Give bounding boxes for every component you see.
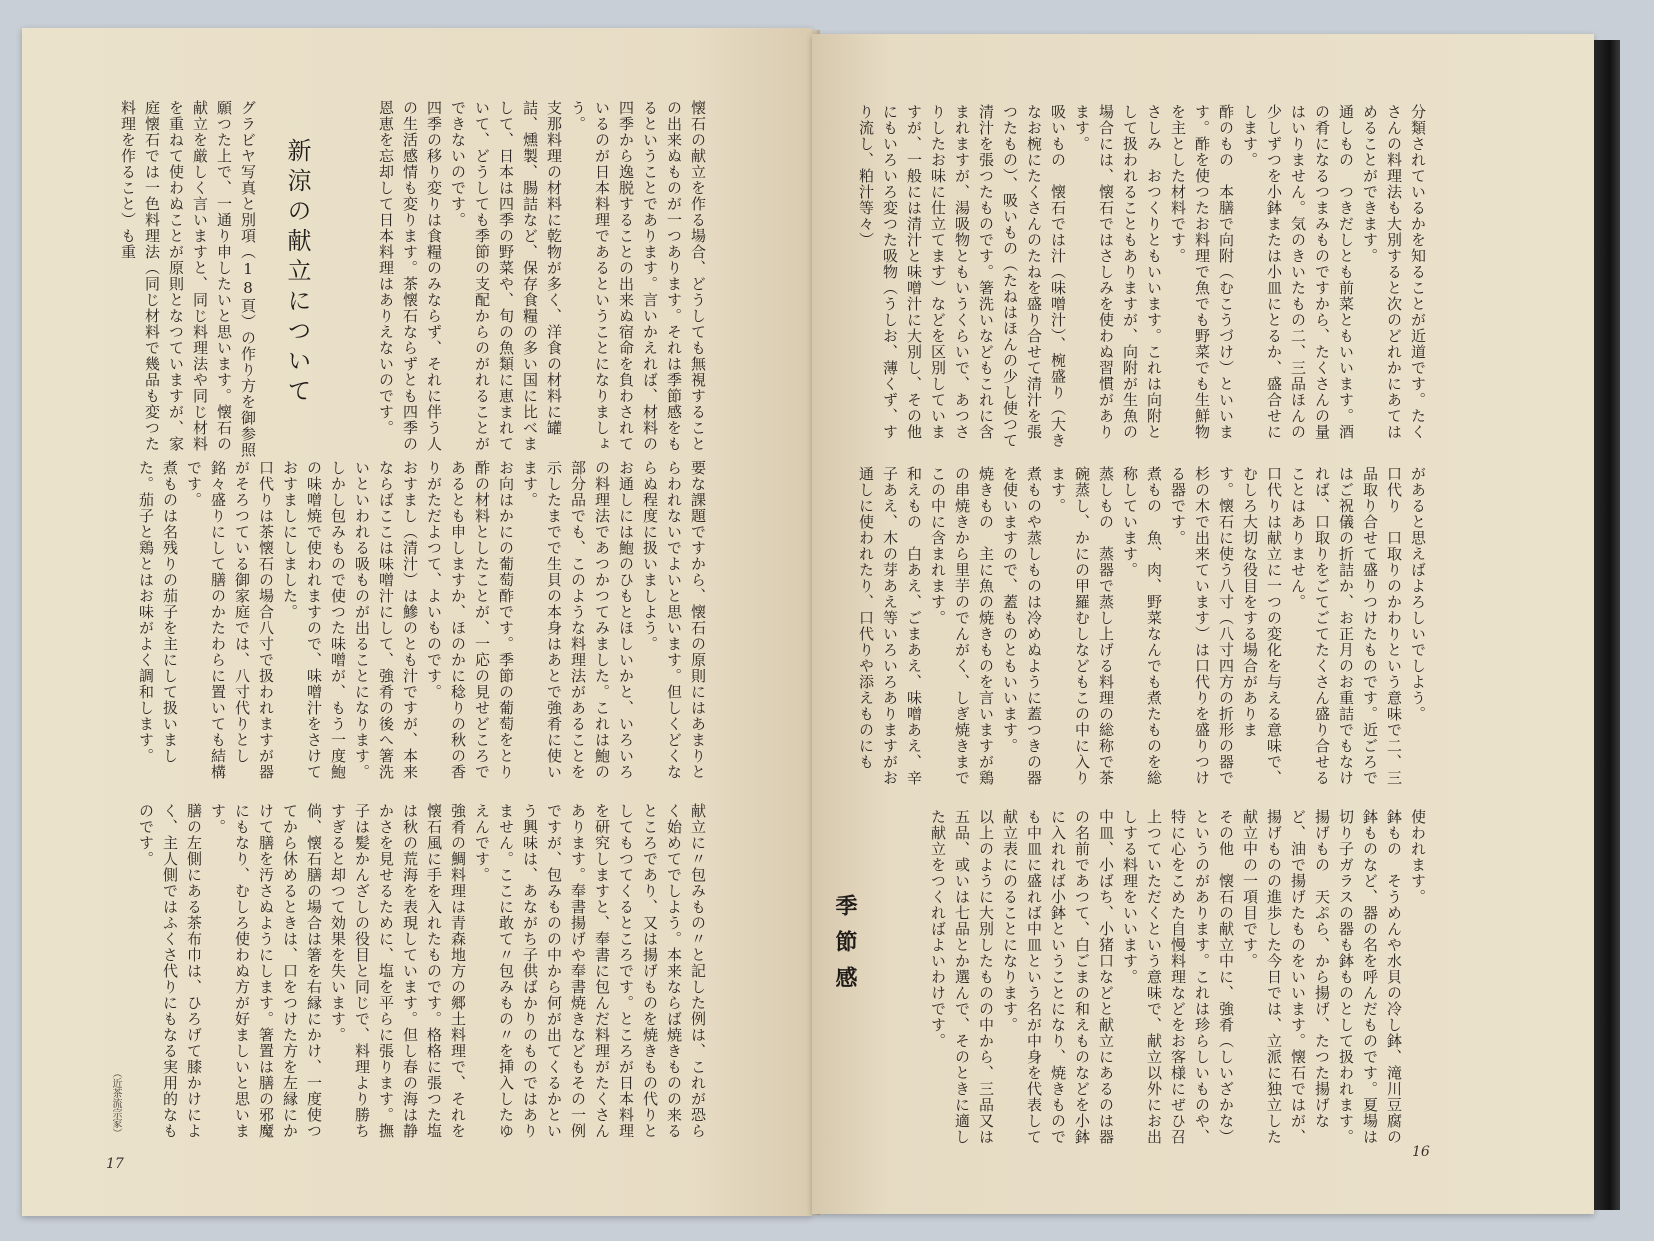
middle-body-column: 要な課題ですから、懐石の原則にはあまりとらわれないでよいと思います。但しくどくならぬ程度に扱いましよう。 お通しには鮑のひもとほしいかと、いろいろの料理法であつかつてみました。これは鮑の部分品でも、このような料理法があることを示したまでで生貝の本身はあとで強肴に使います。 お向はかにの葡萄酢です。季節の葡萄をとり酢の材料としたことが、一応の見せどころであるとも申しますか、ほのかに稔りの秋の香りがただよつて、よいものです。 おすまし（清汁）は鰺のとも汁ですが、本来ならばここは味噌汁にして、強肴の後へ箸洗いといわれる吸ものが出ることになります。しかし包みもので使つた味噌が、もう一度鮑の味噌焼で使われますので、味噌汁をさけておすましにしました。 口代りは茶懐石の場合八寸で扱われますが器がそろつている御家庭では、八寸代りとし銘々盛りにして膳のかたわらに置いても結構です。 煮ものは名残りの茄子を主にして扱いました。茄子と鶏とはお味がよく調和します。: [137, 460, 707, 780]
page-number-right: 16: [1412, 1144, 1430, 1160]
page-number-left: 17: [106, 1156, 124, 1172]
gravure-reference-column: グラビヤ写真と別項（18頁）の作り方を御参照願つた上で、一通り申したいと思います。懐石の献立を厳しく言いますと、同じ料理法や同じ材料を重ねて使わぬことが原則となつていますが、家庭懐石では一色料理法（同じ材料で幾品も変つた料理を作ること）も重: [119, 100, 257, 458]
right-page: [812, 34, 1594, 1214]
lower-body-column: 献立に〃包みもの〃と記した例は、これが恐らく始めてでしよう。本来ならば焼きものの来るところであり、又は揚げものを焼きもの代りとしてもつてくるところです。ところが日本料理を研究しますと、奉書に包んだ料理がたくさんあります。奉書揚げや奉書焼きなどもその一例ですが、包みものの中から何が出てくるかという興味は、あながち子供ばかりのものではありません。ここに敢て〃包みもの〃を挿入したゆえんです。 強肴の鯛料理は青森地方の郷土料理で、それを懐石風に手を入れたものです。格格に張つた塩は秋の荒海を表現しています。但し春の海は静かさを見せるために、塩を平らに張ります。撫子は髪かんざしの役目と同じで、料理より勝ちすぎると却つて効果を失います。 倘、懐石膳の場合は箸を右縁にかけ、一度使つてから休めるときは、口をつけた方を左縁にかけて膳を汚さぬようにします。箸置は膳の邪魔にもなり、むしろ使わぬ方が好ましいと思います。 膳の左側にある茶布巾は、ひろげて膝かけによく、主人側ではふくさ代りにもなる実用的なものです。: [137, 803, 707, 1139]
intro-body-column: 懐石の献立を作る場合、どうしても無視することの出来ぬものが一つあります。それは季節感をもるということであります。言いかえれば、材料の四季から逸脱することの出来ぬ宿命を負わされているのが日本料理であるということになりましょう。 支那料理の材料に乾物が多く、洋食の材料に罐詰、燻製、腸詰など、保存食糧の多い国に比べまして、日本は四季の野菜や、旬の魚類に恵まれていて、どうしても季節の支配からのがれることができないのです。 四季の移り変りは食糧のみならず、それに伴う人の生活感情も変ります。茶懐石ならずとも四季の恩恵を忘却して日本料理はありえないのです。: [377, 100, 707, 452]
author-note: （近茶流宗家）: [110, 1068, 121, 1138]
lower-body-column: 使われます。 鉢もの そうめんや水貝の冷し鉢、滝川豆腐の鉢ものなど、器の名を呼んだものです。夏場は切り子ガラスの器も鉢ものとして扱われます。 揚げもの 天ぷら、から揚げ、たつた揚げなど、油で揚げたものをいいます。懐石ではが、揚げものの進歩した今日では、立派に独立した献立中の一項目です。 その他 懐石の献立中に、強肴（しいざかな）というのがあります。これは珍らしいものや、特に心をこめた自慢料理などをお客様にぜひ召上つていただくという意味で、献立以外にお出しする料理をいいます。 中皿、小ばち、小猪口などと献立にあるのは器の名前であつて、白ごまの和えものなどを小鉢に入れれば小鉢ということになり、焼きものでも中皿に盛れば中皿という名が中身を代表して献立表にのることになります。 以上のように大別したものの中から、三品又は五品、或いは七品とか選んで、そのときに適した献立をつくればよいわけです。: [929, 809, 1427, 1145]
middle-body-column: があると思えばよろしいでしよう。 口代り 口取りのかわりという意味で二、三品取り合せて盛りつけたものです。近ごろではご祝儀の折詰か、お正月のお重詰でもなければ、口取りをごてごてたくさん盛り合せることはありません。 口代りは献立に一つの変化を与える意味で、むしろ大切な役目をする場合がありま す。懐石に使う八寸（八寸四方の折形の器で杉の木で出来ています）は口代りを盛りつける器です。 煮もの 魚、肉、野菜なんでも煮たものを総称しています。 蒸しもの 蒸器で蒸し上げる料理の総称で茶碗蒸し、かにの甲羅むしなどもこの中に入ります。 煮ものや蒸しものは冷めぬように蓋つきの器を使いますので、蓋ものともいいます。 焼きもの 主に魚の焼きものを言いますが鶏の串焼きから里芋のでんがく、しぎ焼きまでこの中に含まれます。 和えもの 白あえ、ごまあえ、味噌あえ、辛子あえ、木の芽あえ等いろいろありますがお通しに使われたり、口代りや添えものにも: [857, 466, 1427, 786]
back-cover: [1594, 40, 1620, 1210]
section-title: 季節感: [832, 894, 858, 1002]
upper-body-column: 分類されているかを知ることが近道です。たくさんの料理法も大別すると次のどれかにあてはめることができます。 通しもの つきだしとも前菜ともいいます。酒の肴になるつまみものですから、たくさんの量はいりません。気のきいたもの二、三品ほんの少しずつを小鉢または小皿にとるか、盛合せにします。 酢のもの 本膳で向附（むこうづけ）といいます。酢を使つたお料理で魚でも野菜でも生鮮物を主とした材料です。 さしみ おつくりともいいます。これは向附として扱われることもありますが、向附が生魚の場合には、懐石ではさしみを使わぬ習慣があります。 吸いもの 懐石では汁（味噌汁）、椀盛り（大きなお椀にたくさんのたねを盛り合せて清汁を張つたもの）、吸いもの（たねはほんの少し使つて清汁を張つたものです。箸洗いなどもこれに含まれますが、湯吸物ともいうくらいで、あつさりしたお味に仕立てます）などを区別していますが、一般には清汁と味噌汁に大別し、その他にもいろいろ変つた吸物（うしお、薄くず、すり流し、粕汁等々）: [857, 104, 1427, 449]
left-page: [22, 28, 812, 1216]
article-title: 新涼の献立について: [283, 138, 311, 408]
